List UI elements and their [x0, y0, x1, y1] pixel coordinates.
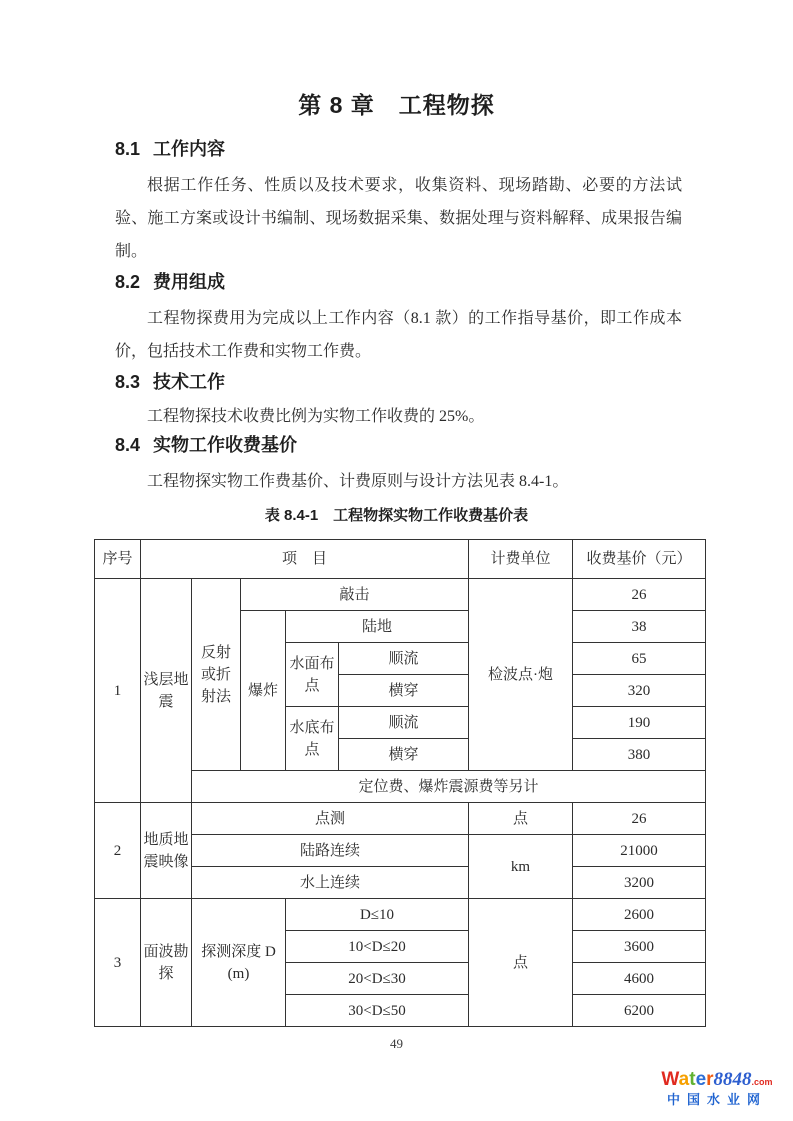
section-title: 技术工作 [153, 372, 226, 392]
s1-surface-cross-label-cell: 横穿 [339, 675, 469, 707]
s1-unit-cell: 检波点·炮 [469, 579, 573, 771]
logo-number: 8848 [713, 1069, 752, 1090]
s2-water-label-cell: 水上连续 [192, 867, 469, 899]
section-heading-8-2 [115, 270, 682, 294]
section-number: 8.2 [115, 272, 141, 292]
header-price-cell: 收费基价（元） [573, 540, 706, 579]
fee-base-price-table [94, 539, 706, 1027]
s3-seq-cell: 3 [95, 899, 141, 1027]
s3-range4-price-cell: 6200 [573, 995, 706, 1027]
logo-letter-t: t [689, 1069, 696, 1090]
s1-bottom-cross-price-cell: 380 [573, 739, 706, 771]
s3-range4-label-cell: 30<D≤50 [286, 995, 469, 1027]
s1-note-cell: 定位费、爆炸震源费等另计 [192, 771, 706, 803]
paragraph-8-3: 工程物探技术收费比例为实物工作收费的 25%。 [147, 408, 485, 425]
s3-category-cell: 面波勘探 [141, 899, 192, 1027]
s2-land-price-cell: 21000 [573, 835, 706, 867]
section-number: 8.3 [115, 372, 141, 392]
table-row [95, 803, 706, 835]
s1-explode-cell: 爆炸 [241, 611, 286, 771]
section-number: 8.1 [115, 139, 141, 159]
logo-domain: .com [751, 1077, 773, 1087]
s1-knock-price-cell: 26 [573, 579, 706, 611]
table-row [95, 899, 706, 931]
s2-seq-cell: 2 [95, 803, 141, 899]
section-heading-8-4 [115, 433, 682, 457]
section-heading-8-1 [115, 137, 682, 161]
s3-depth-label-cell: 探测深度 D(m) [192, 899, 286, 1027]
s2-spot-unit-cell: 点 [469, 803, 573, 835]
section-number: 8.4 [115, 435, 141, 455]
paragraph-8-2: 工程物探费用为完成以上工作内容（8.1 款）的工作指导基价，即工作成本价，包括技术工作费和实物工作费。 [115, 310, 682, 360]
s1-bottom-downstream-price-cell: 190 [573, 707, 706, 739]
s1-surface-downstream-label-cell: 顺流 [339, 643, 469, 675]
s1-bottom-downstream-label-cell: 顺流 [339, 707, 469, 739]
s3-range2-price-cell: 3600 [573, 931, 706, 963]
s3-range1-price-cell: 2600 [573, 899, 706, 931]
s2-spot-label-cell: 点测 [192, 803, 469, 835]
s1-category-cell: 浅层地震 [141, 579, 192, 803]
logo-letter-e: e [695, 1069, 707, 1090]
s3-range2-label-cell: 10<D≤20 [286, 931, 469, 963]
s1-seq-cell: 1 [95, 579, 141, 803]
s2-spot-price-cell: 26 [573, 803, 706, 835]
s1-method-cell: 反射或折射法 [192, 579, 241, 771]
header-seq-cell: 序号 [95, 540, 141, 579]
section-title: 实物工作收费基价 [153, 435, 298, 455]
logo-subtitle: 中国水业网 [666, 1092, 767, 1107]
header-item-cell: 项 目 [141, 540, 469, 579]
logo-letter-w: W [661, 1069, 679, 1090]
paragraph-8-1: 根据工作任务、性质以及技术要求，收集资料、现场踏勘、必要的方法试验、施工方案或设计书编制、现场数据采集、数据处理与资料解释、成果报告编制。 [115, 177, 682, 260]
logo-letter-r: r [706, 1069, 714, 1090]
s2-water-price-cell: 3200 [573, 867, 706, 899]
s1-land-price-cell: 38 [573, 611, 706, 643]
s1-bottom-cell: 水底布点 [286, 707, 339, 771]
s2-km-unit-cell: km [469, 835, 573, 899]
s2-category-cell: 地质地震映像 [141, 803, 192, 899]
s1-surface-cell: 水面布点 [286, 643, 339, 707]
table-header-row [95, 540, 706, 579]
s1-land-label-cell: 陆地 [286, 611, 469, 643]
water8848-logo [646, 1070, 788, 1106]
section-heading-8-3 [115, 370, 682, 394]
s1-surface-downstream-price-cell: 65 [573, 643, 706, 675]
s3-range3-price-cell: 4600 [573, 963, 706, 995]
s3-range3-label-cell: 20<D≤30 [286, 963, 469, 995]
s3-unit-cell: 点 [469, 899, 573, 1027]
section-title: 费用组成 [153, 272, 226, 292]
s1-knock-label-cell: 敲击 [241, 579, 469, 611]
page-number: 49 [390, 1036, 403, 1051]
logo-wordmark [646, 1070, 788, 1089]
s2-land-label-cell: 陆路连续 [192, 835, 469, 867]
s1-surface-cross-price-cell: 320 [573, 675, 706, 707]
table-row [95, 579, 706, 611]
s1-bottom-cross-label-cell: 横穿 [339, 739, 469, 771]
table-caption: 表 8.4-1 工程物探实物工作收费基价表 [264, 507, 529, 524]
s3-range1-label-cell: D≤10 [286, 899, 469, 931]
logo-letter-a: a [678, 1069, 690, 1090]
section-title: 工作内容 [153, 139, 226, 159]
paragraph-8-4: 工程物探实物工作费基价、计费原则与设计方法见表 8.4-1。 [147, 473, 569, 490]
header-unit-cell: 计费单位 [469, 540, 573, 579]
chapter-title: 第 8 章 工程物探 [298, 92, 495, 118]
